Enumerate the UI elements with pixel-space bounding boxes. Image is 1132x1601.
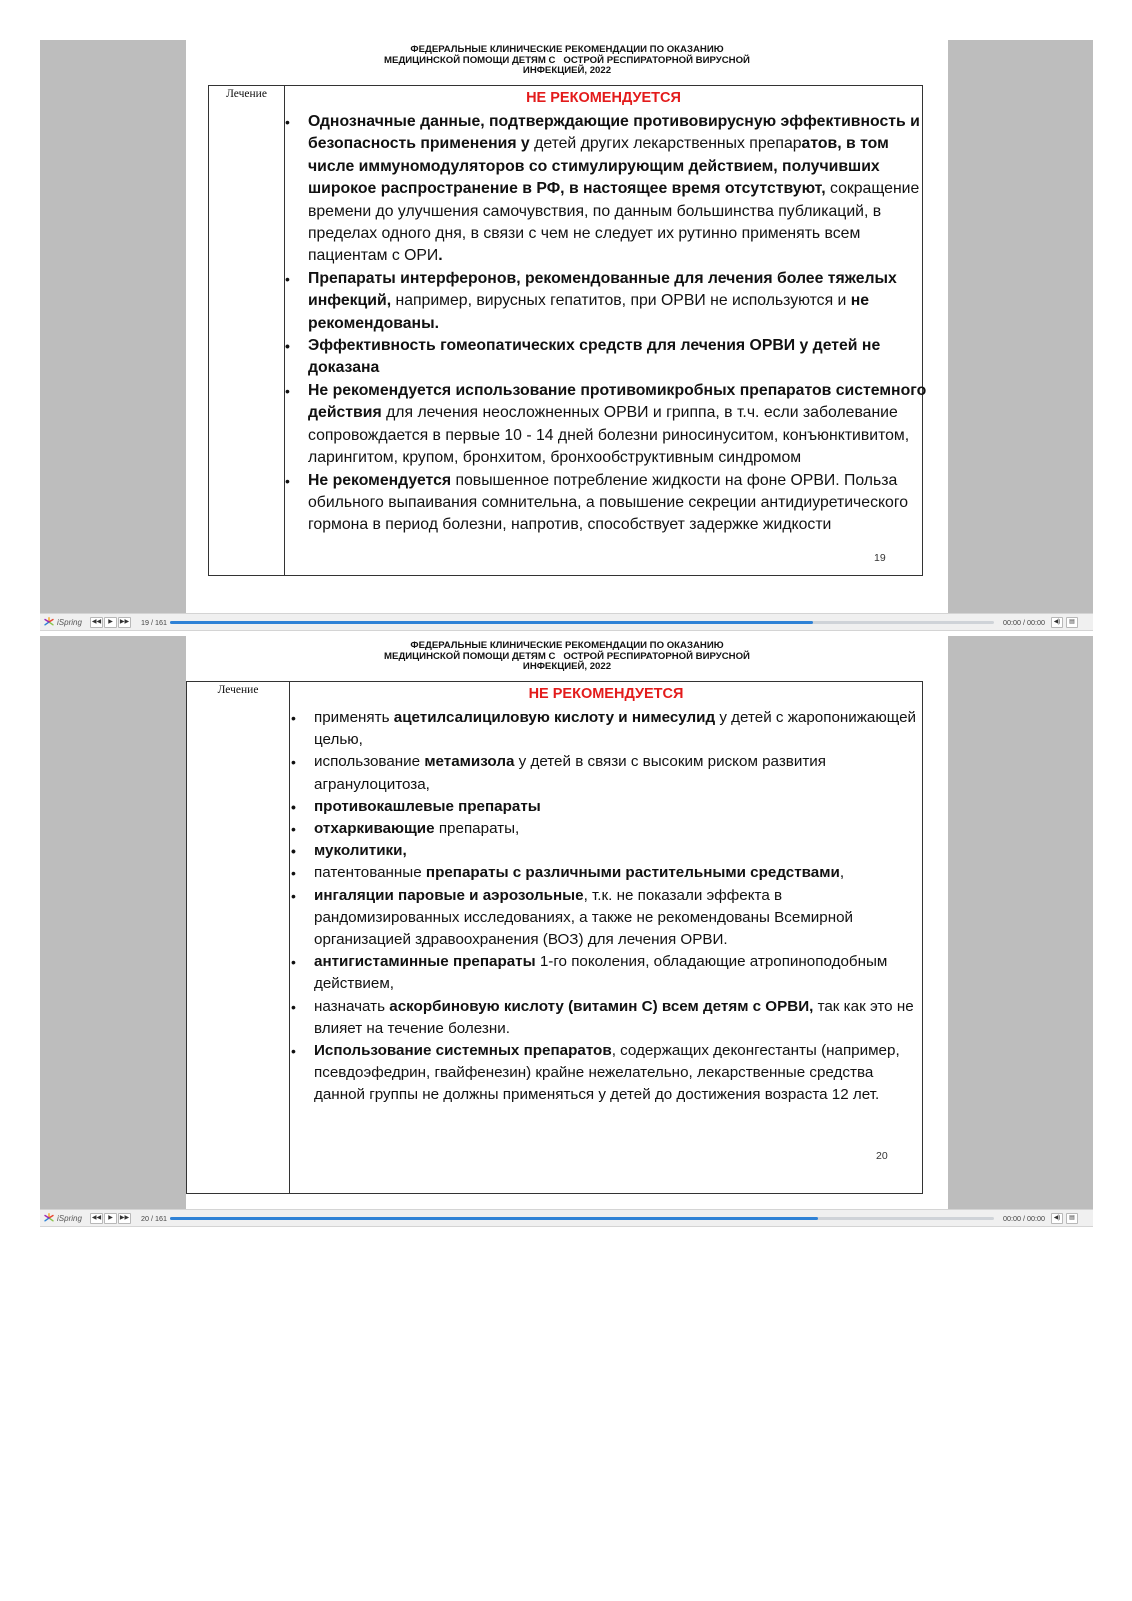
slide-player-20 xyxy=(40,636,1093,1227)
list-item: • антигистаминные препараты 1-го поколения, обладающие атропиноподобным действием, xyxy=(314,951,922,995)
previous-slide-button[interactable]: ◀◀ xyxy=(90,1213,103,1224)
play-button[interactable]: ▶ xyxy=(104,1213,117,1224)
header-line: ФЕДЕРАЛЬНЫЕ КЛИНИЧЕСКИЕ РЕКОМЕНДАЦИИ ПО ОКАЗАНИЮ xyxy=(410,44,724,55)
progress-bar[interactable] xyxy=(170,621,994,624)
section-label: Лечение xyxy=(217,684,259,696)
next-slide-button[interactable]: ▶▶ xyxy=(118,1213,131,1224)
slide-content xyxy=(314,707,922,1107)
section-label: Лечение xyxy=(226,88,267,100)
slide-header xyxy=(186,45,948,77)
list-item: • Препараты интерферонов, рекомендованные для лечения более тяжелых инфекций, например, вирусных гепатитов, при ОРВИ не используются и не рекомендованы. xyxy=(308,268,928,335)
slide-title: НЕ РЕКОМЕНДУЕТСЯ xyxy=(526,90,681,106)
header-line: МЕДИЦИНСКОЙ ПОМОЩИ ДЕТЯМ С ОСТРОЙ РЕСПИРАТОРНОЙ ВИРУСНОЙ xyxy=(384,650,750,662)
list-item: • Эффективность гомеопатических средств для лечения ОРВИ у детей не доказана xyxy=(308,335,928,380)
progress-fill xyxy=(170,621,813,624)
slide-stage xyxy=(40,40,1093,613)
next-slide-button[interactable]: ▶▶ xyxy=(118,617,131,628)
ispring-logo-icon xyxy=(43,1213,55,1223)
time-display: 00:00 / 00:00 xyxy=(1003,618,1045,627)
player-brand: iSpring xyxy=(57,1214,82,1223)
time-display: 00:00 / 00:00 xyxy=(1003,1214,1045,1223)
slide-20 xyxy=(186,636,948,1209)
menu-icon[interactable]: ▤ xyxy=(1066,617,1078,628)
progress-bar[interactable] xyxy=(170,1217,994,1220)
page-number: 20 xyxy=(876,1150,888,1162)
player-controls xyxy=(40,1209,1093,1227)
play-button[interactable]: ▶ xyxy=(104,617,117,628)
list-item: • использование метамизола у детей в связи с высоким риском развития агранулоцитоза, xyxy=(314,751,922,795)
list-item: • ингаляции паровые и аэрозольные, т.к. не показали эффекта в рандомизированных исследованиях, а также не рекомендованы Всемирной организацией здравоохранения (ВОЗ) для лечения ОРВИ. xyxy=(314,885,922,952)
volume-icon[interactable]: ◀) xyxy=(1051,1213,1063,1224)
list-item: • Не рекомендуется использование противомикробных препаратов системного действия для лечения неосложненных ОРВИ и гриппа, в т.ч. если заболевание сопровождается в первые 10 - 14 дней болезни риносинуситом, конъюнктивитом, ларингитом, крупом, бронхитом, бронхообструктивным синдромом xyxy=(308,380,928,470)
slide-content xyxy=(308,111,928,537)
content-frame xyxy=(186,681,923,1194)
list-item: • патентованные препараты с различными растительными средствами, xyxy=(314,862,922,884)
volume-icon[interactable]: ◀) xyxy=(1051,617,1063,628)
previous-slide-button[interactable]: ◀◀ xyxy=(90,617,103,628)
slide-counter: 19 / 161 xyxy=(141,618,167,627)
header-line: ФЕДЕРАЛЬНЫЕ КЛИНИЧЕСКИЕ РЕКОМЕНДАЦИИ ПО ОКАЗАНИЮ xyxy=(410,640,724,651)
slide-player-19 xyxy=(40,40,1093,631)
menu-icon[interactable]: ▤ xyxy=(1066,1213,1078,1224)
content-frame xyxy=(208,85,927,576)
list-item: • применять ацетилсалициловую кислоту и нимесулид у детей с жаропонижающей целью, xyxy=(314,707,922,751)
slide-counter: 20 / 161 xyxy=(141,1214,167,1223)
header-line: МЕДИЦИНСКОЙ ПОМОЩИ ДЕТЯМ С ОСТРОЙ РЕСПИРАТОРНОЙ ВИРУСНОЙ xyxy=(384,54,750,66)
list-item: • противокашлевые препараты xyxy=(314,796,922,818)
list-item: • назначать аскорбиновую кислоту (витамин С) всем детям с ОРВИ, так как это не влияет на течение болезни. xyxy=(314,996,922,1040)
ispring-logo-icon xyxy=(43,617,55,627)
progress-fill xyxy=(170,1217,818,1220)
slide-19 xyxy=(186,40,948,613)
header-line: ИНФЕКЦИЕЙ, 2022 xyxy=(522,661,612,672)
player-brand: iSpring xyxy=(57,618,82,627)
list-item: • Не рекомендуется повышенное потребление жидкости на фоне ОРВИ. Польза обильного выпаивания сомнительна, а повышение секреции антидиуретического гормона в период болезни, напротив, способствует задержке жидкости xyxy=(308,470,928,537)
list-item: • муколитики, xyxy=(314,840,922,862)
list-item: • Однозначные данные, подтверждающие противовирусную эффективность и безопасность применения у детей других лекарственных препаратов, в том числе иммуномодуляторов со стимулирующим действием, получивших широкое распространение в РФ, в настоящее время отсутствуют, сокращение времени до улучшения самочувствия, по данным большинства публикаций, в пределах одного дня, в связи с чем не следует их рутинно применять всем пациентам с ОРИ. xyxy=(308,111,928,268)
slide-header xyxy=(186,641,948,673)
slide-title: НЕ РЕКОМЕНДУЕТСЯ xyxy=(528,686,684,702)
page-number: 19 xyxy=(874,552,886,564)
list-item: • отхаркивающие препараты, xyxy=(314,818,922,840)
player-controls xyxy=(40,613,1093,631)
list-item: • Использование системных препаратов, содержащих деконгестанты (например, псевдоэфедрин, гвайфенезин) крайне нежелательно, лекарственные средства данной группы не должны применяться у детей до достижения возраста 12 лет. xyxy=(314,1040,922,1107)
slide-stage xyxy=(40,636,1093,1209)
header-line: ИНФЕКЦИЕЙ, 2022 xyxy=(522,65,612,76)
